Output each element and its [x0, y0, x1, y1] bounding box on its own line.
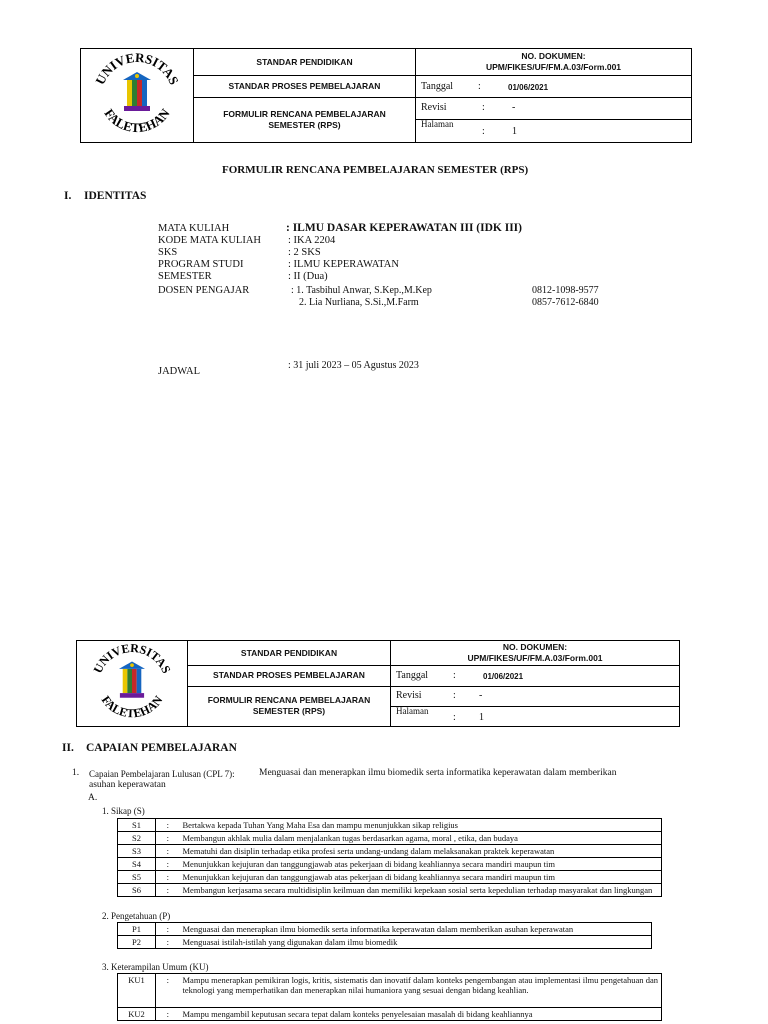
- date-colon: :: [478, 81, 481, 92]
- section-2-number: II.: [62, 742, 74, 754]
- semester-label: SEMESTER: [158, 271, 212, 282]
- page-colon: :: [482, 126, 485, 137]
- row-code: P1: [118, 923, 156, 936]
- cpl-sub-a: A.: [88, 793, 98, 803]
- row-code: S6: [118, 884, 156, 897]
- revision-value: -: [479, 689, 483, 701]
- semester-value: : II (Dua): [288, 271, 328, 282]
- table-row: [118, 1008, 662, 1021]
- row-colon: :: [156, 974, 180, 1008]
- row-description: Mampu mengambil keputusan secara tepat dalam konteks penyelesaian masalah di bidang keahliannya: [180, 1008, 662, 1021]
- row-colon: :: [156, 871, 180, 884]
- row-code: S3: [118, 845, 156, 858]
- row-code: P2: [118, 936, 156, 949]
- revision-page-cell: [416, 98, 692, 143]
- standard-cell: STANDAR PENDIDIKAN: [188, 641, 391, 666]
- row-colon: :: [156, 936, 180, 949]
- table-row: [118, 871, 662, 884]
- cpl-lead: Capaian Pembelajaran Lulusan (CPL 7):: [89, 769, 235, 779]
- cpl-number: 1.: [72, 768, 80, 778]
- university-logo-cell: [77, 641, 188, 727]
- course-label: MATA KULIAH: [158, 223, 230, 234]
- revision-label: Revisi: [421, 102, 447, 113]
- lecturer-label: DOSEN PENGAJAR: [158, 285, 250, 296]
- page-value: 1: [512, 126, 517, 137]
- page-colon: :: [453, 711, 456, 723]
- row-colon: :: [156, 858, 180, 871]
- page-title: FORMULIR RENCANA PEMBELAJARAN SEMESTER (RPS): [222, 164, 529, 176]
- document-header-table-page-2: [76, 640, 680, 727]
- form-name-line1: FORMULIR RENCANA PEMBELAJARAN: [223, 109, 386, 119]
- schedule-label: JADWAL: [158, 366, 200, 377]
- sks-label: SKS: [158, 247, 178, 258]
- form-name-line2: SEMESTER (RPS): [268, 120, 341, 130]
- revision-value: -: [512, 102, 516, 113]
- university-logo: [82, 641, 182, 721]
- keterampilan-table: [117, 973, 662, 1021]
- university-logo: [87, 50, 187, 136]
- pengetahuan-table: [117, 922, 652, 949]
- page-value: 1: [479, 711, 484, 723]
- row-description: Mampu menerapkan pemikiran logis, kritis, sistematis dan inovatif dalam konteks pengembangan atau implementasi ilmu pengetahuan dan teknologi yang memperhatikan dan menerapkan nilai humaniora yang sesuai dengan bidang keahlian.: [180, 974, 662, 1008]
- row-description: Menunjukkan kejujuran dan tanggungjawab atas pekerjaan di bidang keahliannya secara mandiri maupun tim: [180, 858, 662, 871]
- table-row: [118, 936, 652, 949]
- doc-number-value: UPM/FIKES/UF/FM.A.03/Form.001: [467, 653, 603, 664]
- lecturer-1: : 1. Tasbihul Anwar, S.Kep.,M.Kep: [291, 285, 432, 296]
- document-header-table: [80, 48, 692, 143]
- form-name-line2: SEMESTER (RPS): [252, 706, 326, 717]
- form-name-cell: [194, 98, 416, 143]
- form-name-line1: FORMULIR RENCANA PEMBELAJARAN: [207, 695, 371, 706]
- table-row: [118, 832, 662, 845]
- row-code: S4: [118, 858, 156, 871]
- course-code-label: KODE MATA KULIAH: [158, 235, 261, 246]
- process-cell: STANDAR PROSES PEMBELAJARAN: [188, 666, 391, 686]
- date-label: Tanggal: [421, 81, 454, 92]
- lecturer-2-phone: 0857-7612-6840: [532, 297, 599, 308]
- row-colon: :: [156, 884, 180, 897]
- doc-number-label: NO. DOKUMEN:: [502, 642, 568, 653]
- section-2-heading: CAPAIAN PEMBELAJARAN: [86, 742, 237, 754]
- sikap-heading: 1. Sikap (S): [102, 806, 145, 816]
- row-code: KU2: [118, 1008, 156, 1021]
- section-1-heading: IDENTITAS: [84, 190, 147, 202]
- standard-cell: STANDAR PENDIDIKAN: [194, 49, 416, 76]
- cpl-text-2: asuhan keperawatan: [89, 780, 166, 790]
- doc-number-value: UPM/FIKES/UF/FM.A.03/Form.001: [485, 62, 622, 72]
- revision-colon: :: [453, 689, 456, 701]
- svg-text:UNIVERSITAS: UNIVERSITAS: [90, 641, 174, 676]
- row-description: Bertakwa kepada Tuhan Yang Maha Esa dan mampu menunjukkan sikap religius: [180, 819, 662, 832]
- row-colon: :: [156, 832, 180, 845]
- form-name-cell: [188, 686, 391, 726]
- row-code: S1: [118, 819, 156, 832]
- university-logo-cell: [81, 49, 194, 143]
- row-description: Membangun akhlak mulia dalam menjalankan tugas berdasarkan agama, moral , etika, dan budaya: [180, 832, 662, 845]
- sks-value: : 2 SKS: [288, 247, 321, 258]
- date-label: Tanggal: [396, 670, 429, 682]
- keterampilan-heading: 3. Keterampilan Umum (KU): [102, 962, 209, 972]
- row-description: Menguasai istilah-istilah yang digunakan dalam ilmu biomedik: [180, 936, 652, 949]
- program-label: PROGRAM STUDI: [158, 259, 244, 270]
- sikap-table: [117, 818, 662, 897]
- course-value: : ILMU DASAR KEPERAWATAN III (IDK III): [286, 222, 522, 234]
- program-value: : ILMU KEPERAWATAN: [288, 259, 399, 270]
- revision-page-cell: [391, 686, 680, 726]
- table-row: [118, 884, 662, 897]
- doc-number-cell: [391, 641, 680, 666]
- schedule-value: : 31 juli 2023 – 05 Agustus 2023: [288, 360, 419, 371]
- row-colon: :: [156, 845, 180, 858]
- process-cell: STANDAR PROSES PEMBELAJARAN: [194, 76, 416, 98]
- table-row: [118, 858, 662, 871]
- course-code-value: : IKA 2204: [288, 235, 336, 246]
- svg-text:FALETEHAN: FALETEHAN: [98, 692, 166, 721]
- doc-number-label: NO. DOKUMEN:: [521, 51, 586, 61]
- page-label: Halaman: [396, 705, 429, 716]
- revision-colon: :: [482, 102, 485, 113]
- row-description: Mematuhi dan disiplin terhadap etika profesi serta undang-undang dalam melaksanakan praktek keperawatan: [180, 845, 662, 858]
- cpl-text-1: Menguasai dan menerapkan ilmu biomedik serta informatika keperawatan dalam memberikan: [259, 768, 617, 778]
- row-colon: :: [156, 923, 180, 936]
- date-cell: [416, 76, 692, 98]
- table-row: [118, 974, 662, 1008]
- logo-emblem-icon: [123, 72, 151, 111]
- table-row: [118, 845, 662, 858]
- lecturer-1-phone: 0812-1098-9577: [532, 285, 599, 296]
- row-description: Membangun kerjasama secara multidisiplin keilmuan dan memiliki kepekaan sosial serta kepedulian terhadap masyarakat dan lingkungan: [180, 884, 662, 897]
- row-code: S5: [118, 871, 156, 884]
- pengetahuan-heading: 2. Pengetahuan (P): [102, 911, 171, 921]
- date-cell: [391, 666, 680, 686]
- page-label: Halaman: [421, 119, 454, 129]
- row-colon: :: [156, 819, 180, 832]
- date-value: 01/06/2021: [508, 83, 549, 92]
- table-row: [118, 923, 652, 936]
- section-1-number: I.: [64, 190, 72, 202]
- row-colon: :: [156, 1008, 180, 1021]
- revision-label: Revisi: [396, 689, 422, 701]
- logo-emblem-icon: [119, 661, 145, 697]
- date-value: 01/06/2021: [483, 672, 524, 682]
- row-code: KU1: [118, 974, 156, 1008]
- row-code: S2: [118, 832, 156, 845]
- row-description: Menunjukkan kejujuran dan tanggungjawab atas pekerjaan di bidang keahliannya secara mandiri maupun tim: [180, 871, 662, 884]
- table-row: [118, 819, 662, 832]
- svg-text:UNIVERSITAS: UNIVERSITAS: [92, 50, 182, 88]
- doc-number-cell: [416, 49, 692, 76]
- date-colon: :: [453, 670, 456, 682]
- svg-text:FALETEHAN: FALETEHAN: [101, 105, 173, 136]
- row-description: Menguasai dan menerapkan ilmu biomedik serta informatika keperawatan dalam memberikan asuhan keperawatan: [180, 923, 652, 936]
- lecturer-2: 2. Lia Nurliana, S.Si.,M.Farm: [299, 297, 419, 308]
